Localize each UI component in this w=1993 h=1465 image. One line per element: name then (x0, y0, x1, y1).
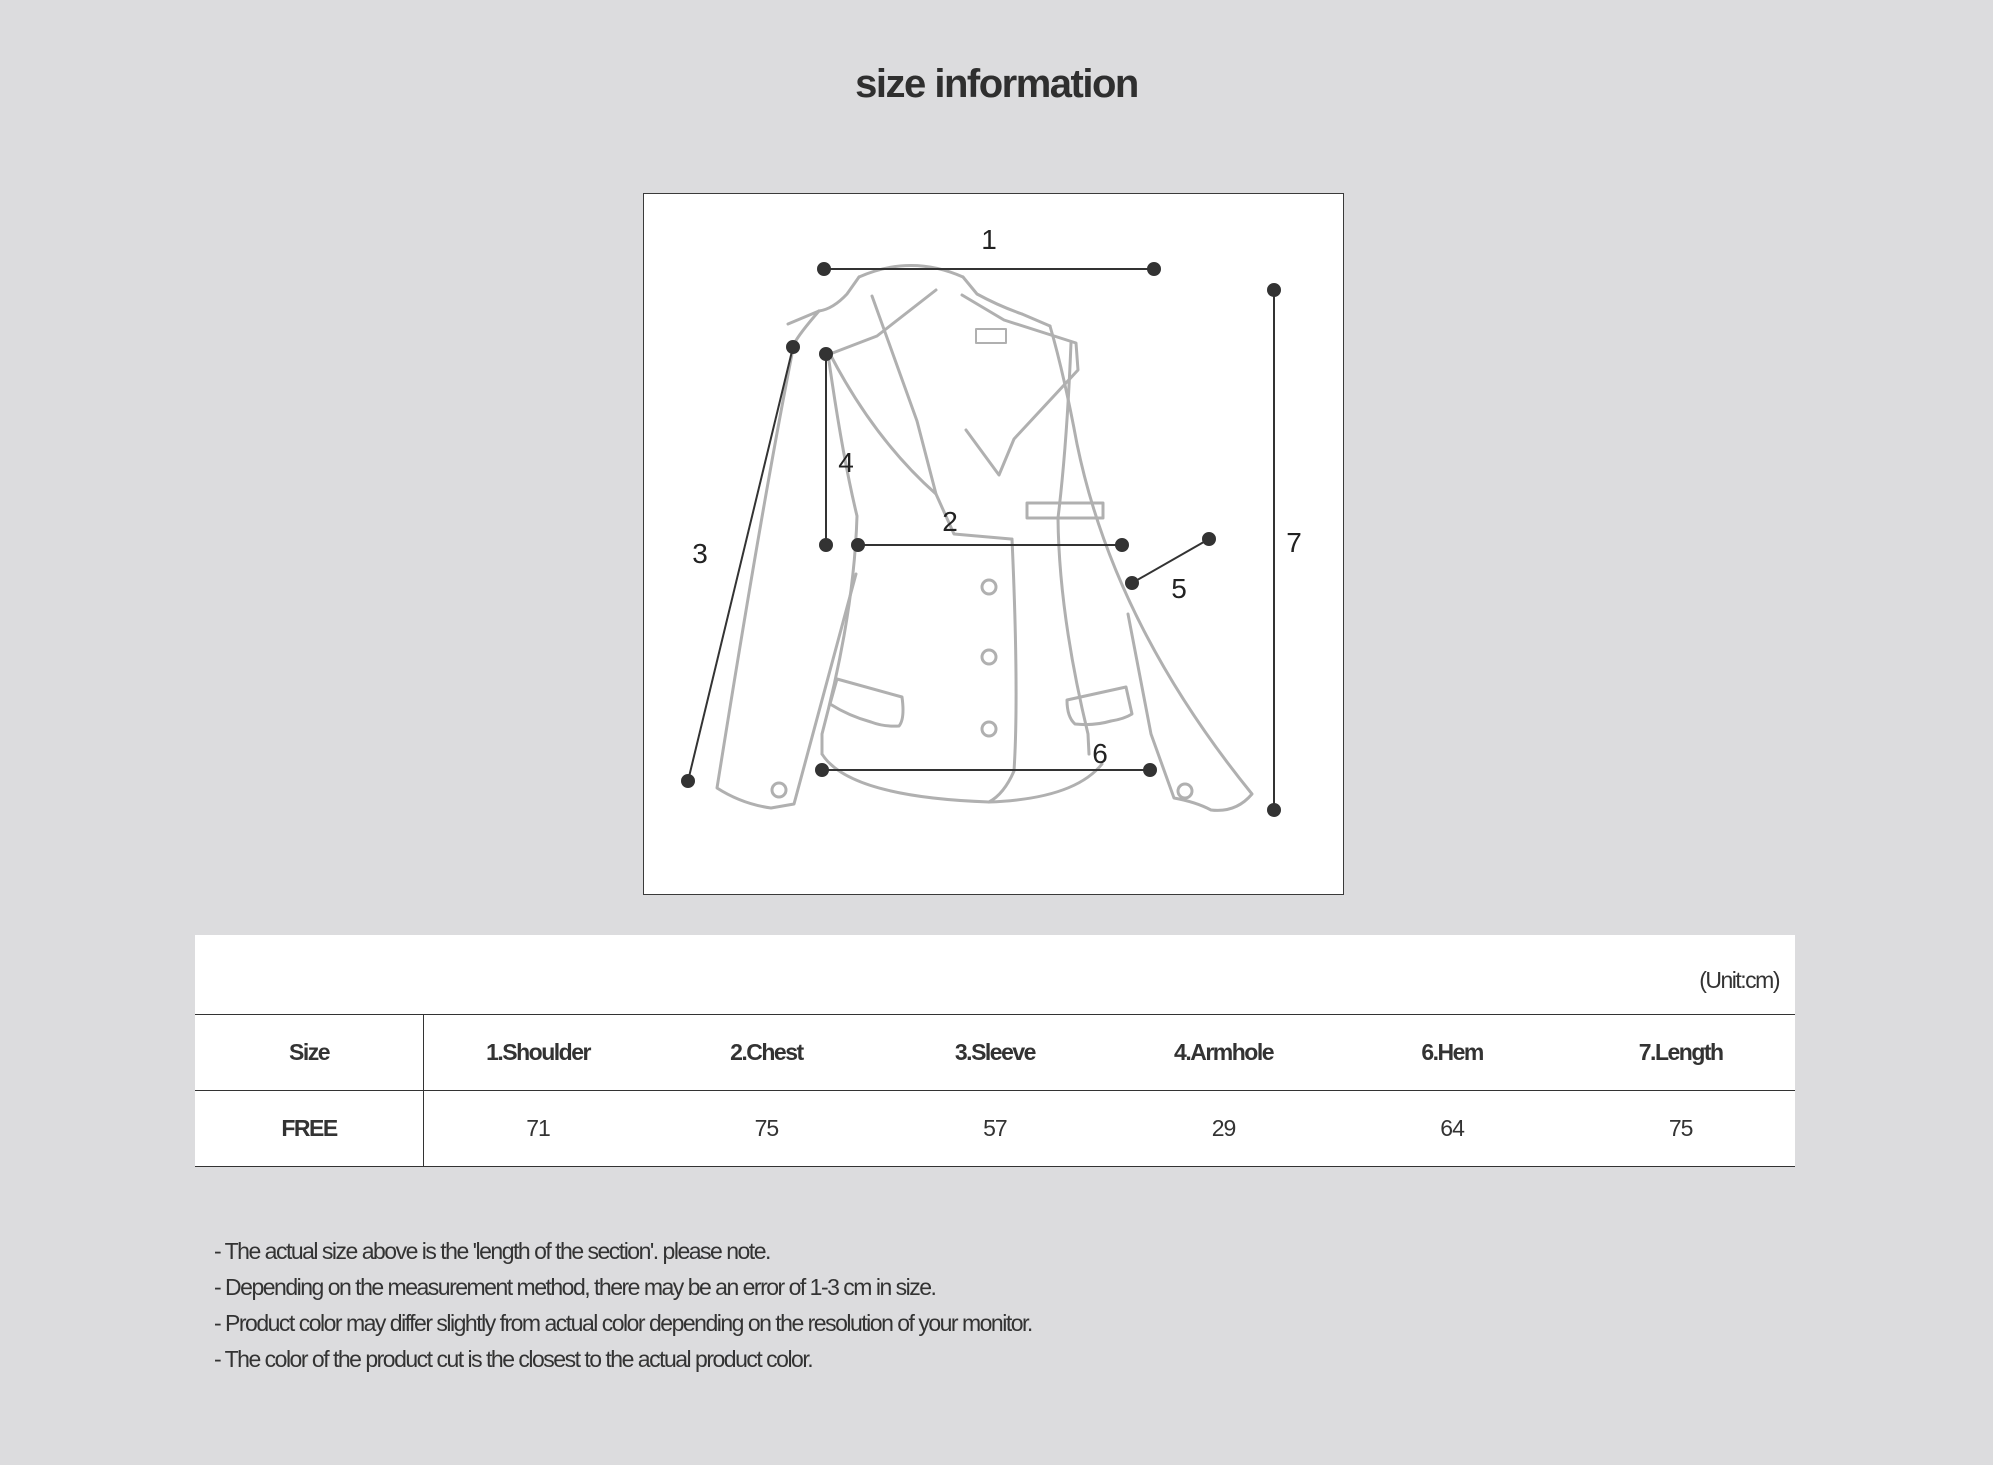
column-header-length: 7.Length (1566, 1015, 1795, 1091)
label-4: 4 (838, 447, 854, 478)
shoulder-value: 71 (424, 1091, 653, 1167)
column-header-size: Size (195, 1015, 424, 1091)
size-cell: FREE (195, 1091, 424, 1167)
label-7: 7 (1286, 527, 1302, 558)
measurement-labels (692, 224, 1302, 769)
unit-label: (Unit:cm) (195, 935, 1795, 1015)
column-header-chest: 2.Chest (652, 1015, 881, 1091)
chest-value: 75 (652, 1091, 881, 1167)
jacket-icon (644, 194, 1345, 896)
note-item: - Product color may differ slightly from actual color depending on the resolution of your monitor. (214, 1310, 1032, 1336)
size-grid (195, 1015, 1795, 1167)
table-header-row (195, 1015, 1795, 1091)
column-header-hem: 6.Hem (1338, 1015, 1567, 1091)
column-header-armhole: 4.Armhole (1109, 1015, 1338, 1091)
length-value: 75 (1566, 1091, 1795, 1167)
label-2: 2 (942, 506, 958, 537)
size-table (195, 935, 1795, 1167)
note-item: - The actual size above is the 'length of the section'. please note. (214, 1238, 770, 1264)
armhole-value: 29 (1109, 1091, 1338, 1167)
note-item: - The color of the product cut is the closest to the actual product color. (214, 1346, 813, 1372)
label-1: 1 (981, 224, 997, 255)
label-6: 6 (1092, 738, 1108, 769)
page-title: size information (855, 62, 1138, 106)
hem-value: 64 (1338, 1091, 1567, 1167)
column-header-shoulder: 1.Shoulder (424, 1015, 653, 1091)
label-3: 3 (692, 538, 708, 569)
label-5: 5 (1171, 573, 1187, 604)
notes-list (214, 1233, 1032, 1377)
measurement-lines (682, 263, 1280, 816)
table-row (195, 1091, 1795, 1167)
column-header-sleeve: 3.Sleeve (881, 1015, 1110, 1091)
size-diagram (643, 193, 1344, 895)
note-item: - Depending on the measurement method, there may be an error of 1-3 cm in size. (214, 1274, 936, 1300)
sleeve-value: 57 (881, 1091, 1110, 1167)
